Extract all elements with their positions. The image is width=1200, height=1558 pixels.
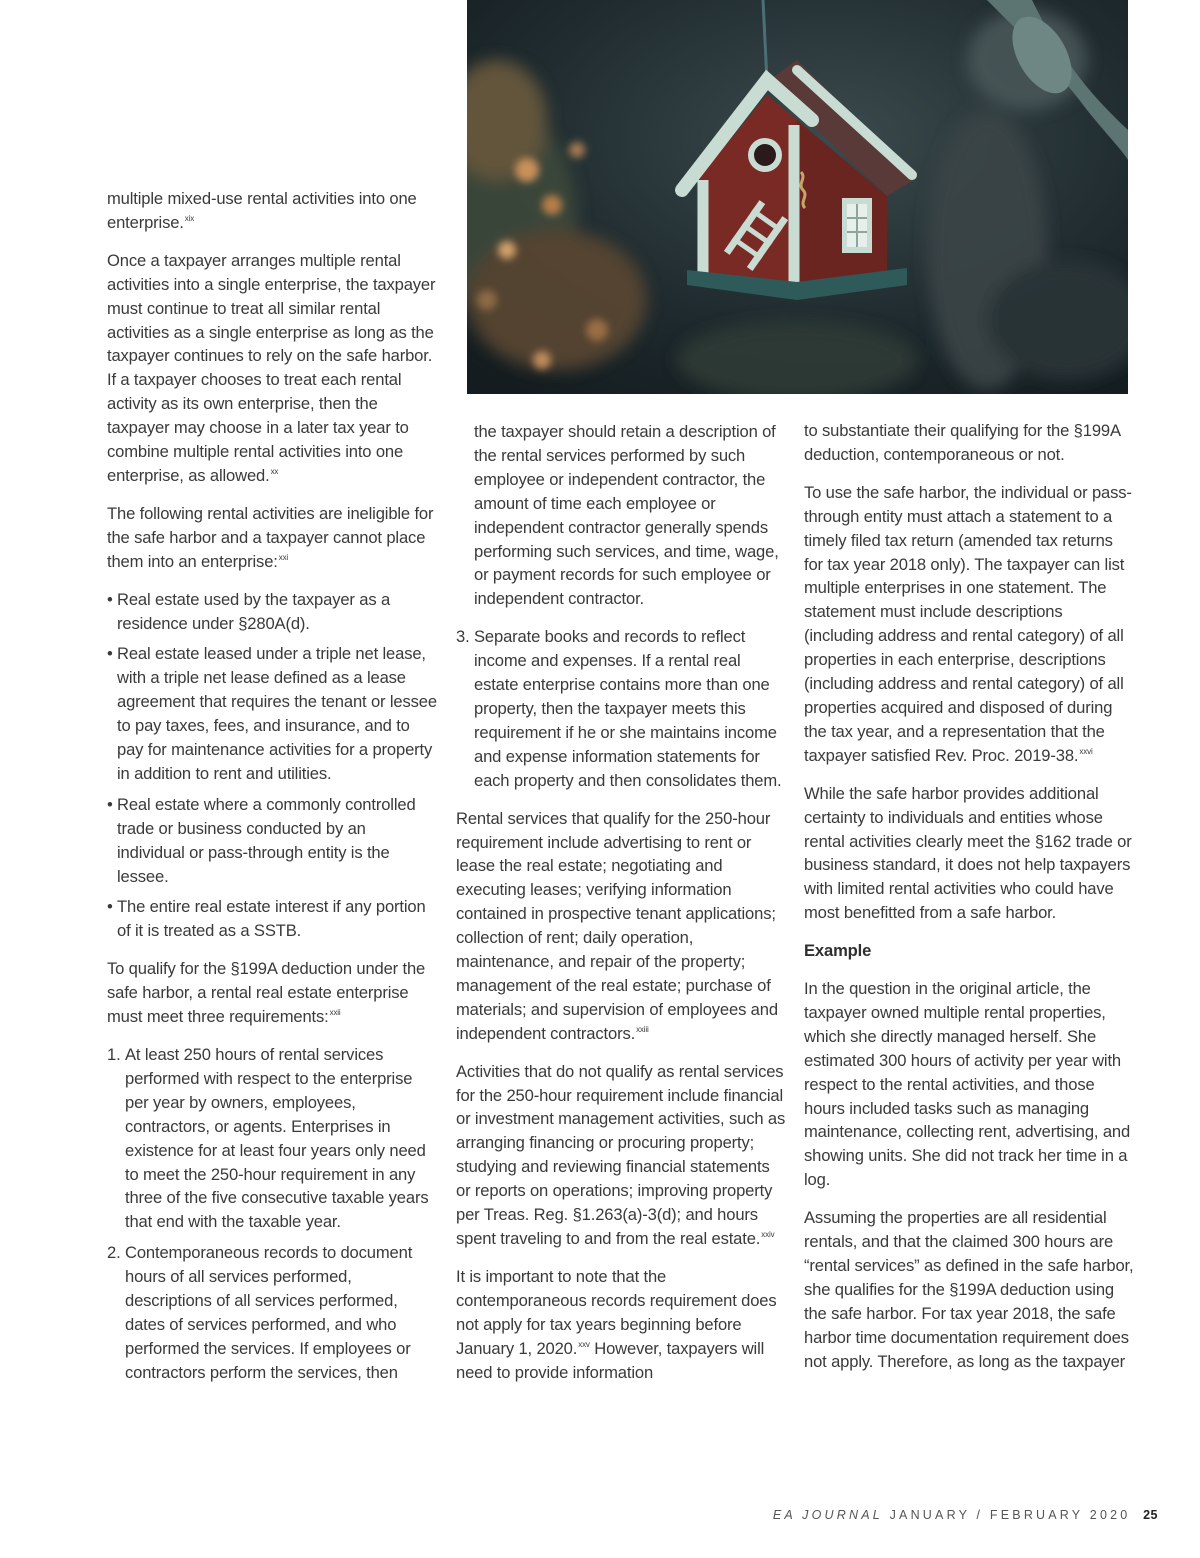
list-item-text: Separate books and records to reflect income and expenses. If a rental real estate enterprise contains more than one property, then the taxpayer meets this requirement if he or she maintains income and expense information statements for each property and then consolidates them. [474, 627, 782, 790]
paragraph: Assuming the properties are all residential rentals, and that the claimed 300 hours are “rental services” as defined in the safe harbor, she qualifies for the §199A deduction using the safe harbor. For tax year 2018, the safe harbor time documentation requirement does not apply. Therefore, as long as the taxpayer [804, 1208, 1134, 1371]
list-item: • Real estate where a commonly controlled trade or business conducted by an individual or pass-through entity is the lessee. [107, 793, 437, 889]
paragraph-text: Once a taxpayer arranges multiple rental activities into a single enterprise, the taxpayer must continue to treat all similar rental activities as a single enterprise as long as the taxpayer continues to rely on the safe harbor. If a taxpayer chooses to treat each rental activity as its own enterprise, then the taxpayer may choose in a later tax year to combine multiple rental activities into one enterprise, as allowed. [107, 250, 436, 485]
requirements-list [107, 1043, 437, 1385]
paragraph-text: It is important to note that the contemporaneous records requirement does not apply for tax years beginning before January 1, 2020. [456, 1266, 777, 1358]
endnote-marker: xix [184, 213, 195, 223]
list-continuation: the taxpayer should retain a description of the rental services performed by such employee or independent contractor, the amount of time each employee or independent contractor generally spends performing such services, and time, wage, or payment records for such employee or independent contractor. [474, 422, 779, 609]
list-item-text: Contemporaneous records to document hours of all services performed, descriptions of all services performed, dates of services performed, and who performed the services. If employees or contractors perform the services, then [125, 1243, 413, 1382]
birdhouse-photo [467, 0, 1128, 394]
paragraph: While the safe harbor provides additional certainty to individuals and entities whose rental activities clearly meet the §162 trade or business standard, it does not help taxpayers with limited rental activities who could have most benefitted from a safe harbor. [804, 783, 1132, 923]
list-item: • Real estate leased under a triple net lease, with a triple net lease defined as a lease agreement that requires the tenant or lessee to pay taxes, fees, and insurance, and to pay for maintenance activities for a property in addition to rent and utilities. [107, 642, 437, 785]
endnote-marker: xx [270, 466, 279, 476]
list-item-text: At least 250 hours of rental services performed with respect to the enterprise per year by owners, employees, contractors, or agents. Enterprises in existence for at least four years only need to meet the 250-hour requirement in any three of the five consecutive taxable years that end with the taxable year. [125, 1045, 429, 1232]
paragraph-text: To qualify for the §199A deduction under the safe harbor, a rental real estate enterprise must meet three requirements: [107, 959, 426, 1027]
paragraph-text: However, taxpayers will need to provide information [456, 1338, 765, 1382]
list-number: 1. [107, 1045, 121, 1064]
endnote-marker: xxv [578, 1339, 590, 1349]
endnote-marker: xxiii [636, 1024, 649, 1034]
issue-date: JANUARY / FEBRUARY 2020 [889, 1508, 1131, 1522]
paragraph [456, 1265, 786, 1385]
endnote-marker: xxvi [1079, 746, 1093, 756]
paragraph [107, 249, 437, 488]
paragraph-text: Activities that do not qualify as rental services for the 250-hour requirement include financial or investment management activities, such as arranging financing or procuring property; studying and reviewing financial statements or reports on operations; improving property per Treas. Reg. §1.263(a)-3(d); and hours spent traveling to and from the real estate. [456, 1061, 786, 1248]
paragraph [804, 481, 1134, 768]
endnote-marker: xxii [329, 1008, 341, 1018]
paragraph-text: The following rental activities are ineligible for the safe harbor and a taxpayer cannot place them into an enterprise: [107, 503, 434, 571]
paragraph-text: Rental services that qualify for the 250-hour requirement include advertising to rent or lease the real estate; negotiating and executing leases; verifying information contained in prospective tenant applications; collection of rent; daily operation, maintenance, and repair of the property; management of the real estate; purchase of materials; and supervision of employees and independent contractors. [456, 808, 778, 1043]
paragraph-text: To use the safe harbor, the individual or pass-through entity must attach a statement to a timely filed tax return (amended tax returns for tax year 2018 only). The taxpayer can list multiple enterprises in one statement. The statement must include descriptions (including address and rental category) of all properties in each enterprise, descriptions (including address and rental category) of all properties acquired and disposed of during the tax year, and a representation that the taxpayer satisfied Rev. Proc. 2019-38. [804, 482, 1132, 765]
page-footer [773, 1508, 1158, 1522]
paragraph: In the question in the original article, the taxpayer owned multiple rental properties, which she directly managed herself. She estimated 300 hours of activity per year with respect to the rental activities, and those hours included tasks such as managing maintenance, collecting rent, advertising, and showing units. She did not track her time in a log. [804, 979, 1131, 1190]
paragraph-text: multiple mixed-use rental activities into one enterprise. [107, 189, 417, 232]
list-item [107, 1241, 437, 1384]
column-right [804, 419, 1134, 1388]
list-item: • Real estate used by the taxpayer as a residence under §280A(d). [107, 588, 437, 636]
list-number: 3. [456, 627, 470, 647]
paragraph [456, 807, 786, 1046]
list-item [456, 625, 786, 792]
list-item: • The entire real estate interest if any portion of it is treated as a SSTB. [107, 895, 437, 943]
page-number: 25 [1143, 1508, 1158, 1522]
section-heading: Example [804, 941, 872, 961]
paragraph [107, 502, 437, 574]
publication-name: EA JOURNAL [772, 1508, 883, 1522]
list-number: 2. [107, 1243, 121, 1263]
paragraph [456, 1060, 786, 1251]
paragraph: to substantiate their qualifying for the §199A deduction, contemporaneous or not. [804, 421, 1120, 464]
requirements-list-continued [456, 625, 786, 792]
endnote-marker: xxiv [761, 1230, 775, 1239]
endnote-marker: xxi [278, 552, 289, 562]
paragraph [107, 957, 437, 1029]
ineligible-activities-list [107, 588, 437, 944]
paragraph [107, 187, 437, 235]
column-left [107, 187, 437, 1399]
column-middle [456, 420, 786, 1398]
list-item [107, 1043, 437, 1234]
